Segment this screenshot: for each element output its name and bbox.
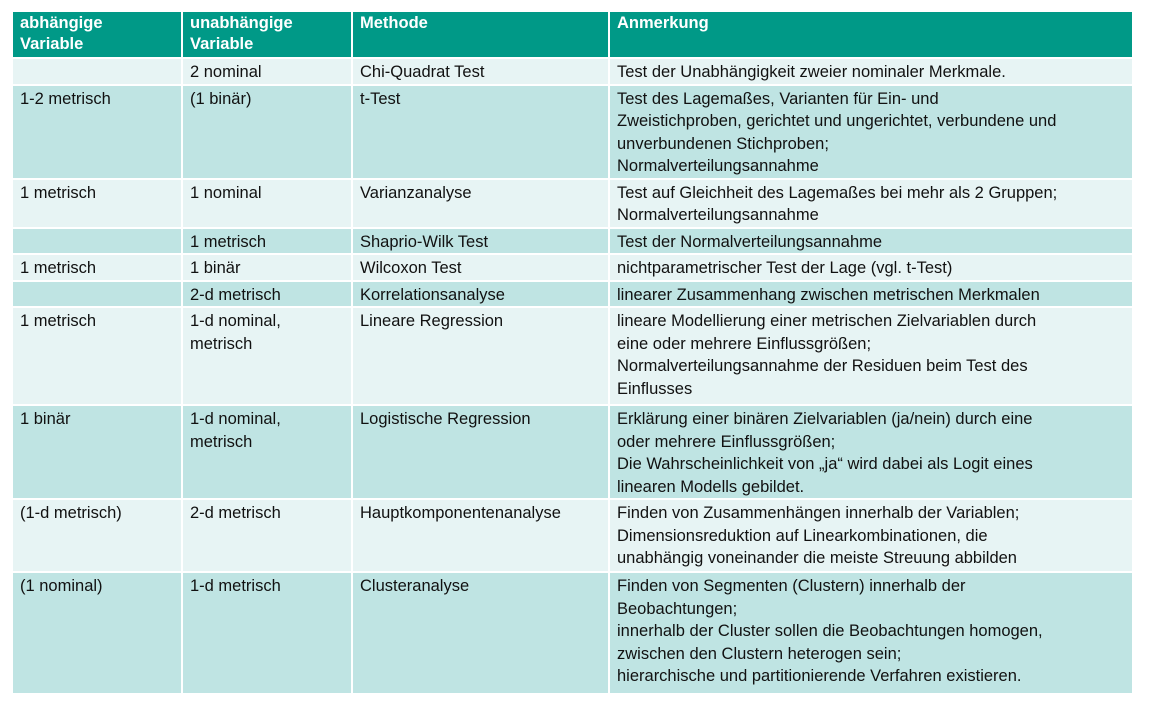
cell-independent-variable [182,85,352,179]
independent-variable-line: 1-d metrisch [190,577,281,595]
remark-line: linearen Modells gebildet. [617,477,805,496]
cell-independent-variable [182,572,352,694]
independent-variable-line: 1 metrisch [190,232,267,251]
cell-dependent-variable [12,281,182,308]
header-method: Methode [352,11,609,58]
cell-remark [609,254,1133,281]
cell-independent-variable [182,58,352,85]
cell-dependent-variable: 1 binär [12,405,182,499]
table-row [12,58,1133,85]
remark-line: zwischen den Clustern heterogen sein; [617,644,902,663]
cell-dependent-variable: 1 metrisch [12,307,182,405]
cell-dependent-variable: 1-2 metrisch [12,85,182,179]
independent-variable-line: (1 binär) [190,89,252,108]
remark-line: Beobachtungen; [617,599,738,618]
remark-line: Normalverteilungsannahme [617,157,819,175]
remark-line: Erklärung einer binären Zielvariablen (ja/nein) durch eine [617,410,1033,428]
independent-variable-line: 1-d nominal, [190,410,281,428]
remark-line: hierarchische und partitionierende Verfahren existieren. [617,667,1022,685]
table-row [12,499,1133,572]
independent-variable-line: 1-d nominal, [190,312,281,330]
cell-method: Lineare Regression [352,307,609,405]
cell-method: Varianzanalyse [352,179,609,228]
remark-line: Finden von Segmenten (Clustern) innerhalb der [617,577,966,595]
independent-variable-line: 1 nominal [190,183,262,202]
remark-line: innerhalb der Cluster sollen die Beobachtungen homogen, [617,622,1043,640]
cell-method: Hauptkomponentenanalyse [352,499,609,572]
independent-variable-line: metrisch [190,432,253,451]
cell-remark [609,405,1133,499]
cell-dependent-variable [12,228,182,255]
cell-dependent-variable [12,58,182,85]
header-independent-line-1: unabhängige [190,14,293,32]
header-dependent-line-2: Variable [20,35,84,53]
header-dependent-line-1: abhängige [20,14,103,32]
table-row [12,228,1133,255]
header-row [12,11,1133,58]
cell-independent-variable [182,499,352,572]
methods-table [11,10,1134,695]
cell-method: Chi-Quadrat Test [352,58,609,85]
remark-line: Test des Lagemaßes, Varianten für Ein- und [617,89,939,108]
cell-remark [609,572,1133,694]
remark-line: Test der Normalverteilungsannahme [617,232,883,251]
header-independent-variable [182,11,352,58]
remark-line: Zweistichproben, gerichtet und ungerichtet, verbundene und [617,112,1057,130]
table-row [12,307,1133,405]
table-row [12,405,1133,499]
header-remark: Anmerkung [609,11,1133,58]
cell-remark [609,179,1133,228]
cell-independent-variable [182,179,352,228]
remark-line: Finden von Zusammenhängen innerhalb der Variablen; [617,504,1020,522]
header-independent-line-2: Variable [190,35,254,53]
cell-method: Shaprio-Wilk Test [352,228,609,255]
cell-independent-variable [182,307,352,405]
remark-line: Die Wahrscheinlichkeit von „ja“ wird dabei als Logit eines [617,455,1033,473]
cell-independent-variable [182,254,352,281]
independent-variable-line: 1 binär [190,259,241,277]
remark-line: nichtparametrischer Test der Lage (vgl. t-Test) [617,259,953,277]
table-row [12,179,1133,228]
table-row [12,281,1133,308]
remark-line: Einflusses [617,379,693,398]
remark-line: linearer Zusammenhang zwischen metrischen Merkmalen [617,285,1040,304]
cell-remark [609,228,1133,255]
cell-dependent-variable: 1 metrisch [12,254,182,281]
independent-variable-line: 2-d metrisch [190,504,281,522]
cell-remark [609,307,1133,405]
table-row [12,85,1133,179]
cell-method: Korrelationsanalyse [352,281,609,308]
remark-line: Test auf Gleichheit des Lagemaßes bei mehr als 2 Gruppen; [617,183,1058,202]
remark-line: unverbundenen Stichproben; [617,134,829,153]
independent-variable-line: 2-d metrisch [190,285,281,304]
cell-dependent-variable: 1 metrisch [12,179,182,228]
remark-line: unabhängig voneinander die meiste Streuung abbilden [617,549,1017,567]
cell-method: Clusteranalyse [352,572,609,694]
cell-independent-variable [182,228,352,255]
remark-line: Dimensionsreduktion auf Linearkombinationen, die [617,526,988,545]
independent-variable-line: 2 nominal [190,63,262,81]
cell-remark [609,281,1133,308]
header-dependent-variable [12,11,182,58]
table-row [12,254,1133,281]
cell-dependent-variable: (1-d metrisch) [12,499,182,572]
remark-line: Normalverteilungsannahme [617,206,819,224]
cell-method: Logistische Regression [352,405,609,499]
cell-method: Wilcoxon Test [352,254,609,281]
remark-line: Normalverteilungsannahme der Residuen beim Test des [617,357,1028,375]
independent-variable-line: metrisch [190,334,253,353]
cell-remark [609,85,1133,179]
cell-independent-variable [182,405,352,499]
cell-method: t-Test [352,85,609,179]
remark-line: oder mehrere Einflussgrößen; [617,432,836,451]
table-body [12,58,1133,694]
table-row [12,572,1133,694]
cell-remark [609,499,1133,572]
cell-remark [609,58,1133,85]
remark-line: lineare Modellierung einer metrischen Zielvariablen durch [617,312,1037,330]
remark-line: Test der Unabhängigkeit zweier nominaler Merkmale. [617,63,1006,81]
remark-line: eine oder mehrere Einflussgrößen; [617,334,872,353]
cell-dependent-variable: (1 nominal) [12,572,182,694]
cell-independent-variable [182,281,352,308]
